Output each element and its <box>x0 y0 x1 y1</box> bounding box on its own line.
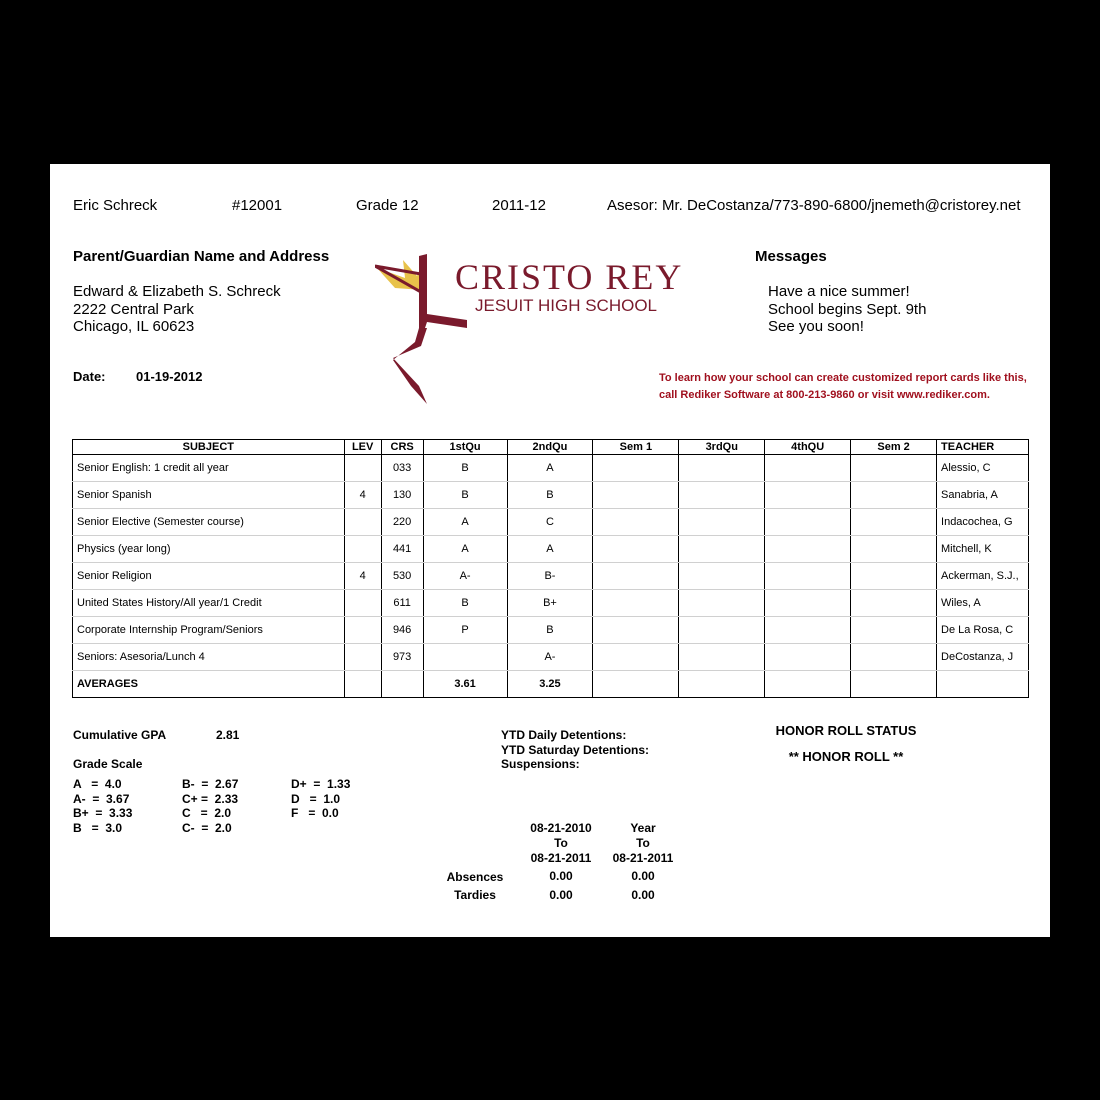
grade-scale-title: Grade Scale <box>73 757 143 771</box>
grade-cell <box>765 590 851 617</box>
grade-cell: A <box>507 455 593 482</box>
grade-cell <box>765 644 851 671</box>
col-header: LEV <box>344 440 381 455</box>
suspensions-label: Suspensions: <box>501 757 580 771</box>
grade-cell: 3.25 <box>507 671 593 698</box>
grade-cell: B <box>423 482 507 509</box>
grade-cell <box>851 590 937 617</box>
grade-cell <box>851 644 937 671</box>
guardian-title: Parent/Guardian Name and Address <box>73 248 330 265</box>
scale-entry: B- = 2.67 <box>182 777 239 791</box>
grade-cell: A <box>423 509 507 536</box>
detentions-block <box>501 728 649 772</box>
tardies-label: Tardies <box>454 887 496 902</box>
table-row <box>73 536 1029 563</box>
gpa-value: 2.81 <box>216 728 240 742</box>
subject-cell: Senior English: 1 credit all year <box>73 455 345 482</box>
table-row <box>73 482 1029 509</box>
scale-entry: D = 1.0 <box>291 791 341 806</box>
grade-cell <box>765 455 851 482</box>
logo-line2: JESUIT HIGH SCHOOL <box>475 296 657 315</box>
table-row <box>73 644 1029 671</box>
table-row <box>73 455 1029 482</box>
school-year: 2011-12 <box>492 197 546 214</box>
promo-text <box>659 370 1027 404</box>
grade-cell <box>593 563 679 590</box>
scale-entry: B+ = 3.33 <box>73 806 133 820</box>
grade-cell <box>851 671 937 698</box>
col-header: Sem 1 <box>593 440 679 455</box>
logo-line1: CRISTO REY <box>455 257 684 297</box>
grade-cell: 4 <box>344 482 381 509</box>
grade-cell: C <box>507 509 593 536</box>
grade-cell <box>593 644 679 671</box>
grade-cell: 4 <box>344 563 381 590</box>
teacher-cell: Alessio, C <box>937 455 1029 482</box>
grade-cell <box>344 644 381 671</box>
col-header: 2ndQu <box>507 440 593 455</box>
col-header: 1stQu <box>423 440 507 455</box>
table-header-row <box>73 440 1029 455</box>
table-row <box>73 509 1029 536</box>
averages-row <box>73 671 1029 698</box>
grade-cell: A- <box>507 644 593 671</box>
grade-cell <box>679 617 765 644</box>
grade-cell: 973 <box>381 644 423 671</box>
grade-cell <box>344 536 381 563</box>
subject-cell: Senior Religion <box>73 563 345 590</box>
year-header: Year To 08-21-2011 <box>612 821 674 865</box>
subject-cell: United States History/All year/1 Credit <box>73 590 345 617</box>
grade-cell <box>765 671 851 698</box>
grade-cell <box>344 509 381 536</box>
table-row <box>73 563 1029 590</box>
subject-cell: Corporate Internship Program/Seniors <box>73 617 345 644</box>
grade-cell: A <box>423 536 507 563</box>
grade-cell <box>344 671 381 698</box>
grade-cell: 220 <box>381 509 423 536</box>
teacher-cell <box>937 671 1029 698</box>
grade-cell <box>765 536 851 563</box>
message-line: Have a nice summer! <box>768 283 910 300</box>
absences-range-value: 0.00 <box>549 868 573 883</box>
grade-cell <box>593 671 679 698</box>
grade-cell: 611 <box>381 590 423 617</box>
grade-cell <box>593 536 679 563</box>
range-header: 08-21-2010 To 08-21-2011 <box>530 821 592 865</box>
attendance-header-row <box>430 821 684 866</box>
teacher-cell: Sanabria, A <box>937 482 1029 509</box>
col-header: 3rdQu <box>679 440 765 455</box>
guardian-name: Edward & Elizabeth S. Schreck <box>73 283 281 300</box>
grade-cell <box>344 455 381 482</box>
grade-cell: B- <box>507 563 593 590</box>
messages-title: Messages <box>755 248 827 265</box>
grade-cell <box>679 671 765 698</box>
grade-cell: 530 <box>381 563 423 590</box>
messages-list <box>768 283 926 336</box>
grade-cell <box>593 617 679 644</box>
guardian-street: 2222 Central Park <box>73 300 194 318</box>
subject-cell: Senior Elective (Semester course) <box>73 509 345 536</box>
grade-cell: A <box>507 536 593 563</box>
table-row <box>73 590 1029 617</box>
grade-cell: 441 <box>381 536 423 563</box>
teacher-cell: Ackerman, S.J., <box>937 563 1029 590</box>
grade-cell <box>851 455 937 482</box>
student-name: Eric Schreck <box>73 197 158 214</box>
honor-roll-title: HONOR ROLL STATUS <box>775 723 917 738</box>
teacher-cell: De La Rosa, C <box>937 617 1029 644</box>
scale-entry: F = 0.0 <box>291 806 339 820</box>
grade-cell <box>679 455 765 482</box>
col-header: SUBJECT <box>73 440 345 455</box>
teacher-cell: Wiles, A <box>937 590 1029 617</box>
averages-label: AVERAGES <box>73 671 345 698</box>
grade-cell <box>679 644 765 671</box>
tardies-row <box>430 886 684 904</box>
grade-cell <box>381 671 423 698</box>
grade-cell <box>344 590 381 617</box>
grade-cell: B <box>507 482 593 509</box>
honor-roll-status: ** HONOR ROLL ** <box>788 749 904 764</box>
grade-cell <box>851 509 937 536</box>
grade-cell <box>765 509 851 536</box>
guardian-city: Chicago, IL 60623 <box>73 318 195 335</box>
scale-entry: D+ = 1.33 <box>291 777 351 791</box>
table-row <box>73 617 1029 644</box>
grade-cell: 033 <box>381 455 423 482</box>
grade-cell <box>593 509 679 536</box>
grade-cell <box>679 482 765 509</box>
grade-cell <box>765 563 851 590</box>
advisor-info: Asesor: Mr. DeCostanza/773-890-6800/jnemeth@cristorey.net <box>607 197 1021 214</box>
grade-cell <box>851 536 937 563</box>
grade-cell <box>765 617 851 644</box>
tardies-range-value: 0.00 <box>549 887 573 902</box>
absences-label: Absences <box>446 869 504 884</box>
guardian-address <box>73 283 281 336</box>
grade-cell: B+ <box>507 590 593 617</box>
grade-cell: A- <box>423 563 507 590</box>
scale-entry: A- = 3.67 <box>73 791 130 806</box>
grade-cell: B <box>423 455 507 482</box>
grade-cell: 3.61 <box>423 671 507 698</box>
attendance-table <box>430 821 684 904</box>
promo-line: call Rediker Software at 800-213-9860 or visit www.rediker.com. <box>659 389 990 401</box>
absences-year-value: 0.00 <box>631 868 655 883</box>
grade-cell: B <box>423 590 507 617</box>
grade-cell <box>344 617 381 644</box>
col-header: TEACHER <box>937 440 1029 455</box>
grade-cell <box>679 509 765 536</box>
grade-cell: B <box>507 617 593 644</box>
subject-cell: Physics (year long) <box>73 536 345 563</box>
tardies-year-value: 0.00 <box>631 887 655 902</box>
grade-scale-col1 <box>73 777 132 835</box>
grade-cell: P <box>423 617 507 644</box>
teacher-cell: DeCostanza, J <box>937 644 1029 671</box>
grade-cell: 946 <box>381 617 423 644</box>
message-line: See you soon! <box>768 318 864 335</box>
grade-cell <box>679 590 765 617</box>
scale-entry: C = 2.0 <box>182 806 232 820</box>
grade-cell <box>851 482 937 509</box>
promo-line: To learn how your school can create customized report cards like this, <box>659 372 1027 384</box>
scale-entry: C- = 2.0 <box>182 820 232 835</box>
scale-entry: A = 4.0 <box>73 777 122 791</box>
grade-cell <box>423 644 507 671</box>
col-header: 4thQU <box>765 440 851 455</box>
date-label: Date: <box>73 369 106 384</box>
daily-detentions-label: YTD Daily Detentions: <box>501 728 627 742</box>
grade-cell <box>593 455 679 482</box>
student-grade: Grade 12 <box>356 197 419 214</box>
subject-cell: Senior Spanish <box>73 482 345 509</box>
student-id: #12001 <box>232 197 283 214</box>
grade-cell <box>851 563 937 590</box>
message-line: School begins Sept. 9th <box>768 300 927 318</box>
gpa-label: Cumulative GPA <box>73 728 167 742</box>
grade-cell <box>765 482 851 509</box>
grade-cell <box>593 482 679 509</box>
subject-cell: Seniors: Asesoria/Lunch 4 <box>73 644 345 671</box>
saturday-detentions-label: YTD Saturday Detentions: <box>501 742 650 757</box>
grade-cell <box>593 590 679 617</box>
grade-scale-col3 <box>291 777 350 821</box>
absences-row <box>430 866 684 886</box>
teacher-cell: Indacochea, G <box>937 509 1029 536</box>
date-value: 01-19-2012 <box>136 369 203 384</box>
grade-cell <box>679 563 765 590</box>
teacher-cell: Mitchell, K <box>937 536 1029 563</box>
school-logo <box>375 254 685 404</box>
grade-cell <box>851 617 937 644</box>
col-header: Sem 2 <box>851 440 937 455</box>
col-header: CRS <box>381 440 423 455</box>
grade-scale-col2 <box>182 777 238 835</box>
scale-entry: C+ = 2.33 <box>182 791 239 806</box>
report-card <box>50 164 1050 937</box>
grade-cell <box>679 536 765 563</box>
grade-cell: 130 <box>381 482 423 509</box>
grades-table <box>72 439 1029 698</box>
scale-entry: B = 3.0 <box>73 820 123 835</box>
